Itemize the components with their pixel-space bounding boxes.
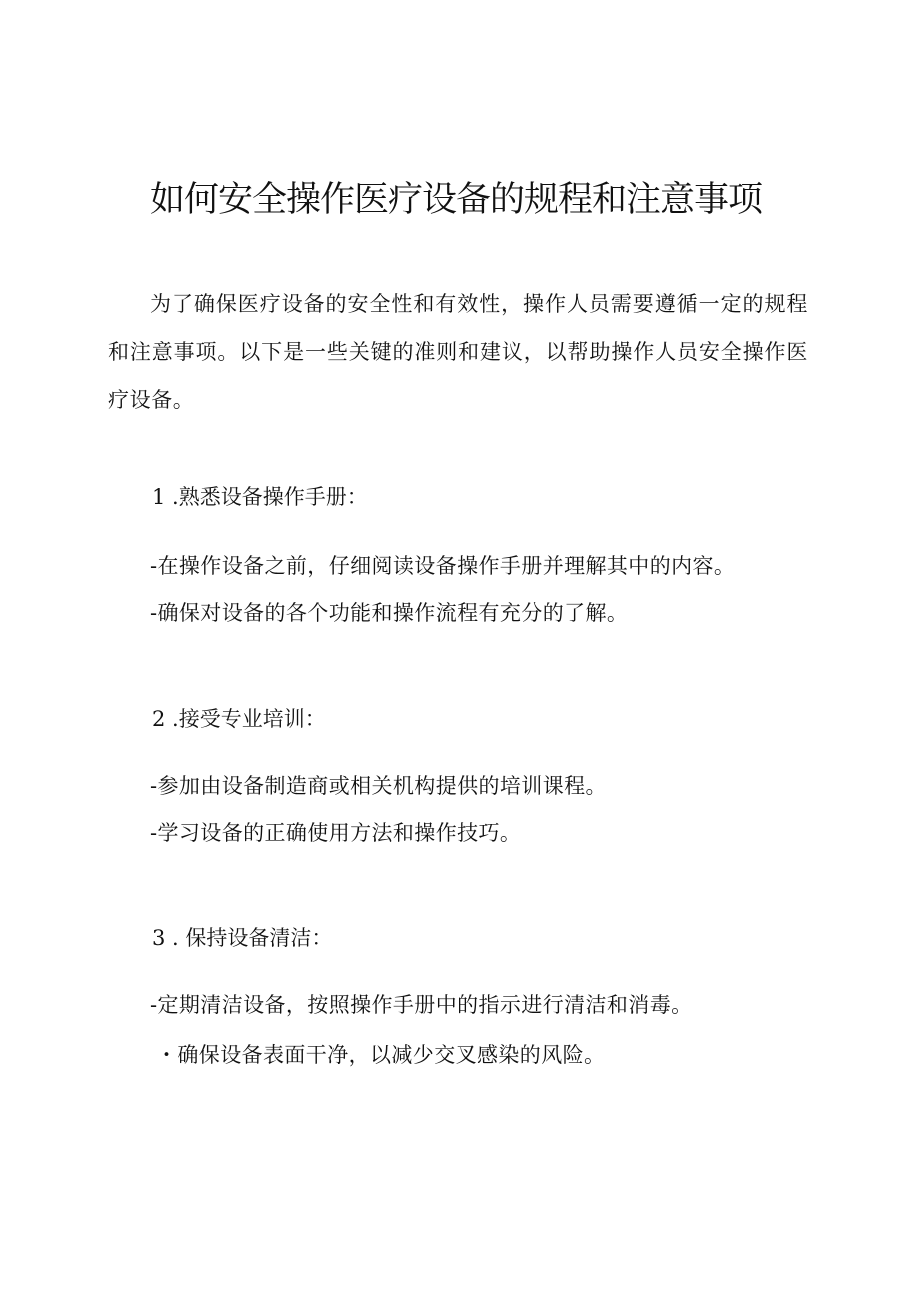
section-2-bullet-2: -学习设备的正确使用方法和操作技巧。 — [150, 821, 522, 845]
section-3-bullet-2: ・确保设备表面干净，以减少交叉感染的风险。 — [156, 1043, 606, 1067]
intro-paragraph: 为了确保医疗设备的安全性和有效性，操作人员需要遵循一定的规程和注意事项。以下是一些关键的准则和建议，以帮助操作人员安全操作医疗设备。 — [108, 292, 808, 412]
section-3-bullet-1: -定期清洁设备，按照操作手册中的指示进行清洁和消毒。 — [150, 993, 693, 1017]
section-heading-1: 1 .熟悉设备操作手册： — [152, 485, 368, 509]
section-2-bullet-1: -参加由设备制造商或相关机构提供的培训课程。 — [150, 774, 607, 798]
section-1-bullet-2: -确保对设备的各个功能和操作流程有充分的了解。 — [150, 601, 629, 625]
section-heading-3: 3 . 保持设备清洁： — [152, 926, 333, 950]
page-title: 如何安全操作医疗设备的规程和注意事项 — [150, 180, 763, 220]
section-heading-2: 2 .接受专业培训： — [152, 707, 326, 731]
section-1-bullet-1: -在操作设备之前，仔细阅读设备操作手册并理解其中的内容。 — [150, 554, 736, 578]
